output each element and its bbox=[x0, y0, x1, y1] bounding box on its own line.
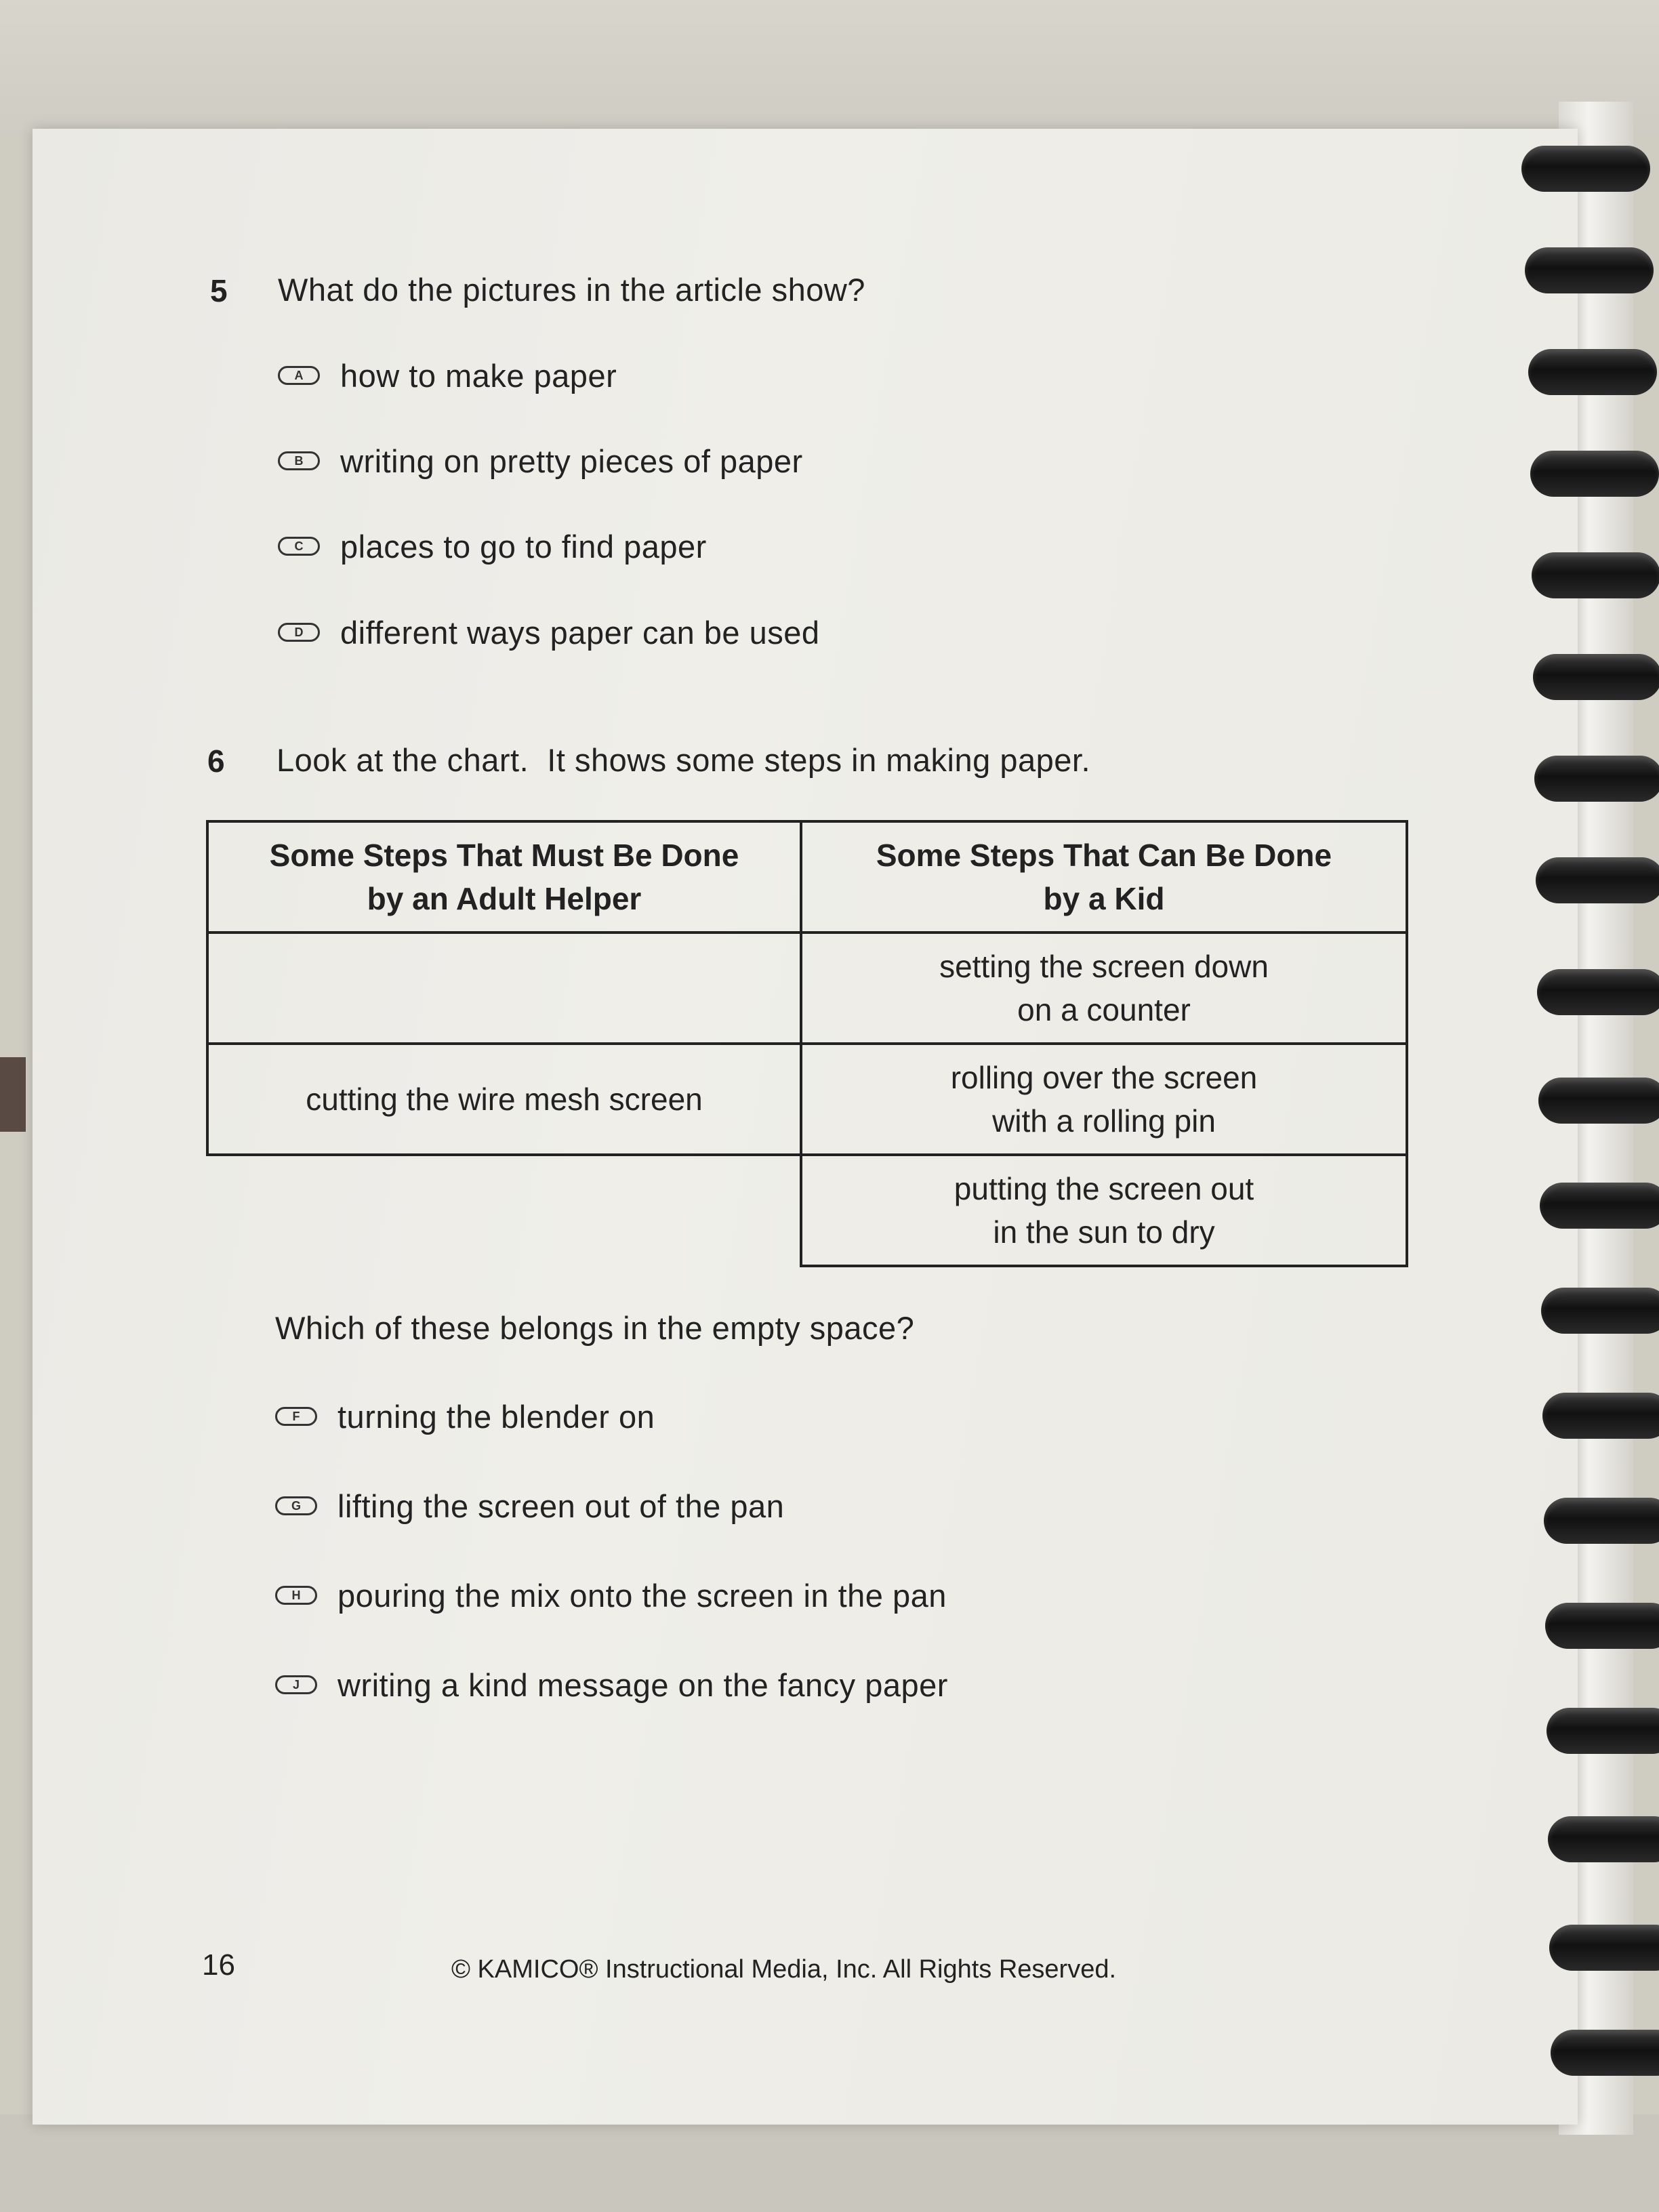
chart-row bbox=[207, 1044, 1407, 1155]
q6-choice-j[interactable] bbox=[275, 1664, 948, 1705]
chart-cell-blank bbox=[207, 1155, 801, 1266]
question-5-text: What do the pictures in the article show? bbox=[278, 272, 865, 308]
header-kid-line2: by a Kid bbox=[1043, 881, 1165, 916]
copyright-notice: © KAMICO® Instructional Media, Inc. All Rights Reserved. bbox=[451, 1955, 1117, 1984]
binding-coil bbox=[1545, 1603, 1659, 1649]
kid-step-line: with a rolling pin bbox=[992, 1103, 1216, 1139]
binding-coil bbox=[1530, 451, 1659, 497]
binding-coil bbox=[1536, 857, 1659, 903]
q6-choice-g[interactable] bbox=[275, 1486, 784, 1526]
q6-choice-h[interactable] bbox=[275, 1575, 947, 1616]
answer-bubble-h[interactable]: H bbox=[275, 1586, 317, 1605]
answer-bubble-b[interactable]: B bbox=[278, 451, 320, 470]
background-top bbox=[0, 0, 1659, 136]
q5-choice-d-text: different ways paper can be used bbox=[340, 614, 820, 651]
answer-bubble-g[interactable]: G bbox=[275, 1496, 317, 1515]
binding-coil bbox=[1525, 247, 1654, 293]
question-6-intro: Look at the chart. It shows some steps in making paper. bbox=[276, 742, 1091, 778]
binding-coil bbox=[1547, 1708, 1659, 1754]
answer-bubble-j[interactable]: J bbox=[275, 1675, 317, 1694]
chart-cell-kid bbox=[801, 1155, 1407, 1266]
background-bottom bbox=[0, 2114, 1659, 2212]
binding-coil bbox=[1549, 1925, 1659, 1971]
page-number: 16 bbox=[202, 1948, 235, 1982]
answer-bubble-d[interactable]: D bbox=[278, 623, 320, 642]
q6-choice-g-text: lifting the screen out of the pan bbox=[337, 1488, 785, 1524]
binding-coil bbox=[1534, 756, 1659, 802]
chart-cell-empty bbox=[207, 933, 801, 1044]
q5-choice-c[interactable] bbox=[278, 526, 707, 567]
q5-choice-a[interactable] bbox=[278, 355, 617, 396]
question-6-text: Which of these belongs in the empty space? bbox=[275, 1310, 915, 1346]
chart-row bbox=[207, 1155, 1407, 1266]
header-adult-line1: Some Steps That Must Be Done bbox=[269, 838, 739, 873]
header-adult-line2: by an Adult Helper bbox=[367, 881, 642, 916]
binding-coil bbox=[1544, 1498, 1659, 1544]
answer-bubble-c[interactable]: C bbox=[278, 537, 320, 556]
q6-choice-j-text: writing a kind message on the fancy paper bbox=[337, 1666, 948, 1703]
binding-coil bbox=[1528, 349, 1657, 395]
q6-choice-f-text: turning the blender on bbox=[337, 1398, 655, 1435]
answer-bubble-f[interactable]: F bbox=[275, 1407, 317, 1426]
binding-coil bbox=[1542, 1393, 1659, 1439]
steps-chart bbox=[206, 820, 1408, 1267]
binding-coil bbox=[1533, 654, 1659, 700]
chart-row bbox=[207, 933, 1407, 1044]
chart-cell-kid bbox=[801, 1044, 1407, 1155]
chart-header-row bbox=[207, 821, 1407, 933]
q6-choice-h-text: pouring the mix onto the screen in the pan bbox=[337, 1577, 947, 1614]
header-kid-line1: Some Steps That Can Be Done bbox=[876, 838, 1332, 873]
kid-step-line: on a counter bbox=[1017, 992, 1191, 1027]
binding-coil bbox=[1521, 146, 1650, 192]
q5-choice-b[interactable] bbox=[278, 441, 803, 481]
kid-step-line: rolling over the screen bbox=[950, 1060, 1258, 1095]
chart-cell-kid bbox=[801, 933, 1407, 1044]
binding-coil bbox=[1551, 2030, 1659, 2076]
binding-coil bbox=[1532, 552, 1659, 598]
binding-coil bbox=[1540, 1183, 1659, 1229]
q5-choice-c-text: places to go to find paper bbox=[340, 528, 707, 565]
chart-header-adult bbox=[207, 821, 801, 933]
kid-step-line: setting the screen down bbox=[939, 949, 1269, 984]
q5-choice-d[interactable] bbox=[278, 612, 820, 653]
chart-header-kid bbox=[801, 821, 1407, 933]
answer-bubble-a[interactable]: A bbox=[278, 366, 320, 385]
binding-coil bbox=[1541, 1288, 1659, 1334]
question-5-number: 5 bbox=[210, 273, 228, 308]
q5-choice-b-text: writing on pretty pieces of paper bbox=[340, 443, 803, 479]
binder-clip bbox=[0, 1057, 26, 1132]
chart-cell-adult: cutting the wire mesh screen bbox=[207, 1044, 801, 1155]
question-6-number: 6 bbox=[207, 743, 225, 779]
q6-choice-f[interactable] bbox=[275, 1396, 655, 1437]
binding-coil bbox=[1538, 1078, 1659, 1124]
q5-choice-a-text: how to make paper bbox=[340, 357, 617, 394]
binding-coil bbox=[1548, 1816, 1659, 1862]
binding-coil bbox=[1537, 969, 1659, 1015]
kid-step-line: in the sun to dry bbox=[993, 1214, 1215, 1250]
kid-step-line: putting the screen out bbox=[954, 1171, 1254, 1206]
